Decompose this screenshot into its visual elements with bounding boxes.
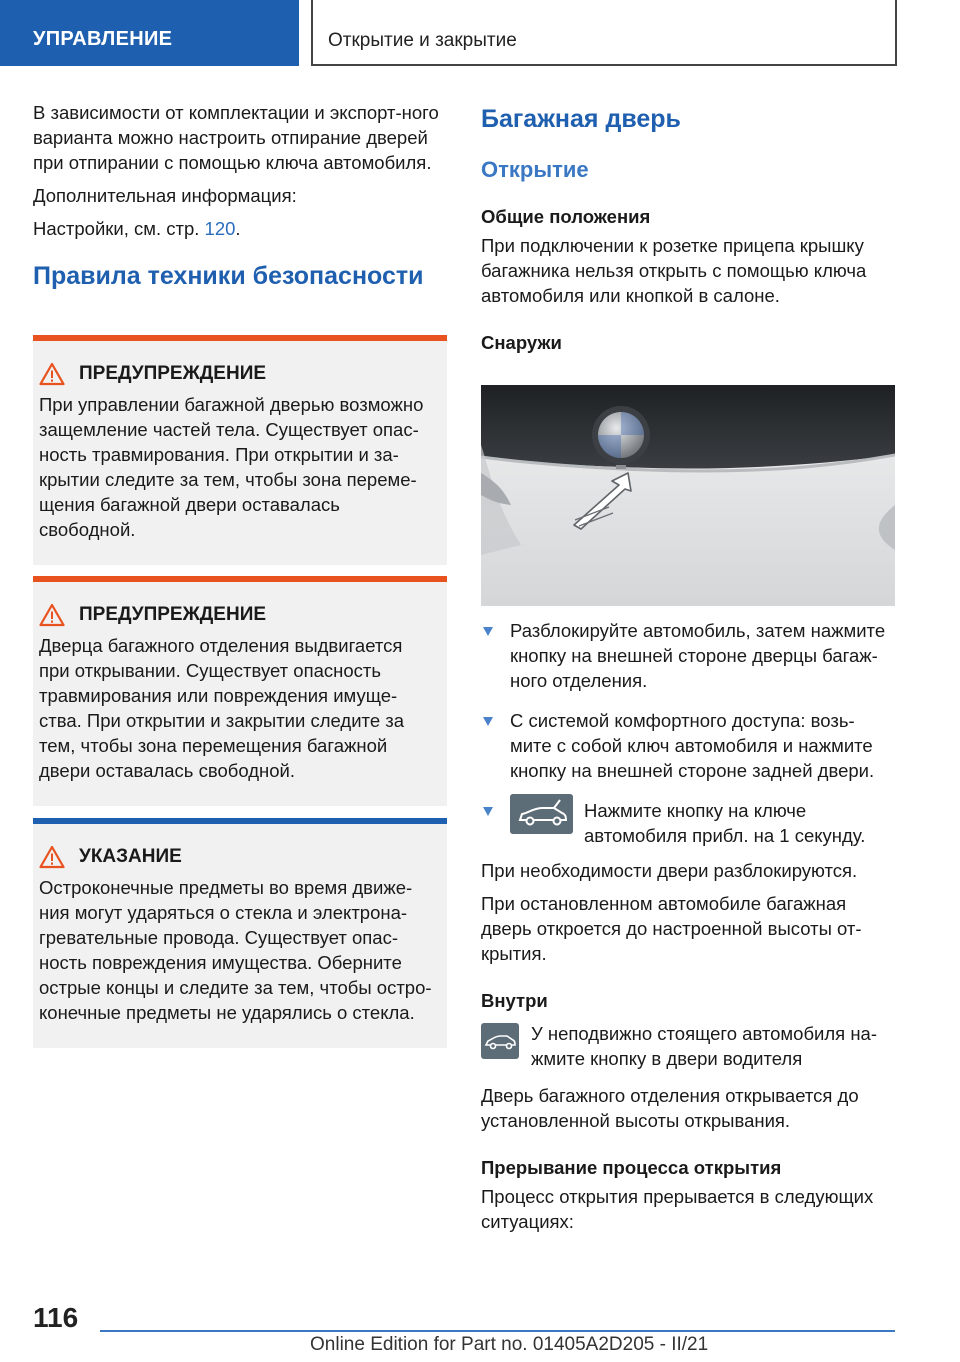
chapter-title: Открытие и закрытие: [328, 30, 517, 51]
inside-text: Дверь багажного отделения открывается до установленной высоты открывания.: [481, 1085, 859, 1131]
tailgate-heading: Багажная дверь: [481, 105, 681, 133]
interrupt-text: Процесс открытия прерывается в следующих ситуациях:: [481, 1186, 874, 1232]
opening-subheading: Открытие: [481, 157, 589, 182]
inside-heading: Внутри: [481, 990, 548, 1011]
inside-instruction: [481, 1021, 895, 1071]
section-title: УПРАВЛЕНИЕ: [33, 28, 173, 50]
footer-divider: [100, 1330, 895, 1332]
list-item: [481, 798, 895, 848]
bullet-triangle-icon: [483, 717, 493, 726]
warning-title: ПРЕДУПРЕЖДЕНИЕ: [79, 363, 267, 384]
warning-triangle-icon: [39, 362, 65, 386]
warning-triangle-icon: [39, 603, 65, 627]
interrupt-heading: Прерывание процесса открытия: [481, 1157, 782, 1178]
section-tab: [0, 0, 299, 66]
page-link[interactable]: 120: [204, 218, 236, 239]
more-info-label: Дополнительная информация:: [33, 185, 297, 206]
bullet-triangle-icon: [483, 627, 493, 636]
right-column-bottom: [481, 618, 895, 1242]
general-text: При подключении к розетке прицепа крышку багажника нельзя открыть с помощью ключа автомобиля или кнопкой в салоне.: [481, 235, 867, 306]
open-text: При остановленном автомобиле багажная дверь откроется до настроенной высоты от-крытия.: [481, 893, 862, 964]
warning-box-1: [33, 335, 447, 565]
chapter-tab: [311, 0, 897, 66]
warning-text: Дверца багажного отделения выдвигается при открывании. Существует опасность травмирования или повреждения имуще-ства. При открытии и закрытии следите за тем, чтобы зона перемещения багажной двери оставалась свободной.: [39, 635, 405, 781]
note-box: [33, 818, 447, 1048]
car-tailgate-button-icon: [481, 1023, 519, 1059]
right-column-top: [481, 104, 895, 355]
warning-box-2: [33, 576, 447, 806]
warning-triangle-icon: [39, 845, 65, 869]
bullet-triangle-icon: [483, 807, 493, 816]
left-column: [33, 100, 447, 291]
intro-paragraph: В зависимости от комплектации и экспорт-ного варианта можно настроить отпирание дверей при отпирании с помощью ключа автомобиля.: [33, 102, 439, 173]
note-text: Остроконечные предметы во время движе-ния могут ударяться о стекла и электрона-гревательные провода. Существует опас-ность повреждения имущества. Оберните острые концы и следите за тем, чтобы остро-конечные предметы не ударялись о стекла.: [39, 877, 432, 1023]
key-bullet-text: Нажмите кнопку на ключе автомобиля прибл. на 1 секунду.: [584, 800, 866, 846]
note-title: УКАЗАНИЕ: [79, 846, 182, 867]
settings-reference: Настройки, см. стр. 120.: [33, 218, 241, 239]
tailgate-button-illustration: [481, 385, 895, 606]
list-item: С системой комфортного доступа: возь-мите с собой ключ автомобиля и нажмите кнопку на внешней стороне задней двери.: [481, 708, 895, 783]
inside-icon-text: У неподвижно стоящего автомобиля на-жмите кнопку в двери водителя: [531, 1023, 877, 1069]
edition-text: Online Edition for Part no. 01405A2D205 - II/21: [310, 1334, 709, 1355]
warning-title: ПРЕДУПРЕЖДЕНИЕ: [79, 604, 267, 625]
warning-text: При управлении багажной дверью возможно защемление частей тела. Существует опас-ность травмирования. При открытии и за-крытии следите за тем, чтобы зона переме-щения багажной двери оставалась свободной.: [39, 394, 424, 540]
safety-heading: Правила техники безопасности: [33, 262, 424, 290]
list-item: Разблокируйте автомобиль, затем нажмите кнопку на внешней стороне дверцы багаж-ного отделения.: [481, 618, 895, 693]
unlock-text: При необходимости двери разблокируются.: [481, 860, 858, 881]
general-heading: Общие положения: [481, 206, 651, 227]
outside-heading: Снаружи: [481, 332, 562, 353]
car-tailgate-key-icon: [510, 794, 573, 834]
page-number: 116: [33, 1302, 79, 1333]
